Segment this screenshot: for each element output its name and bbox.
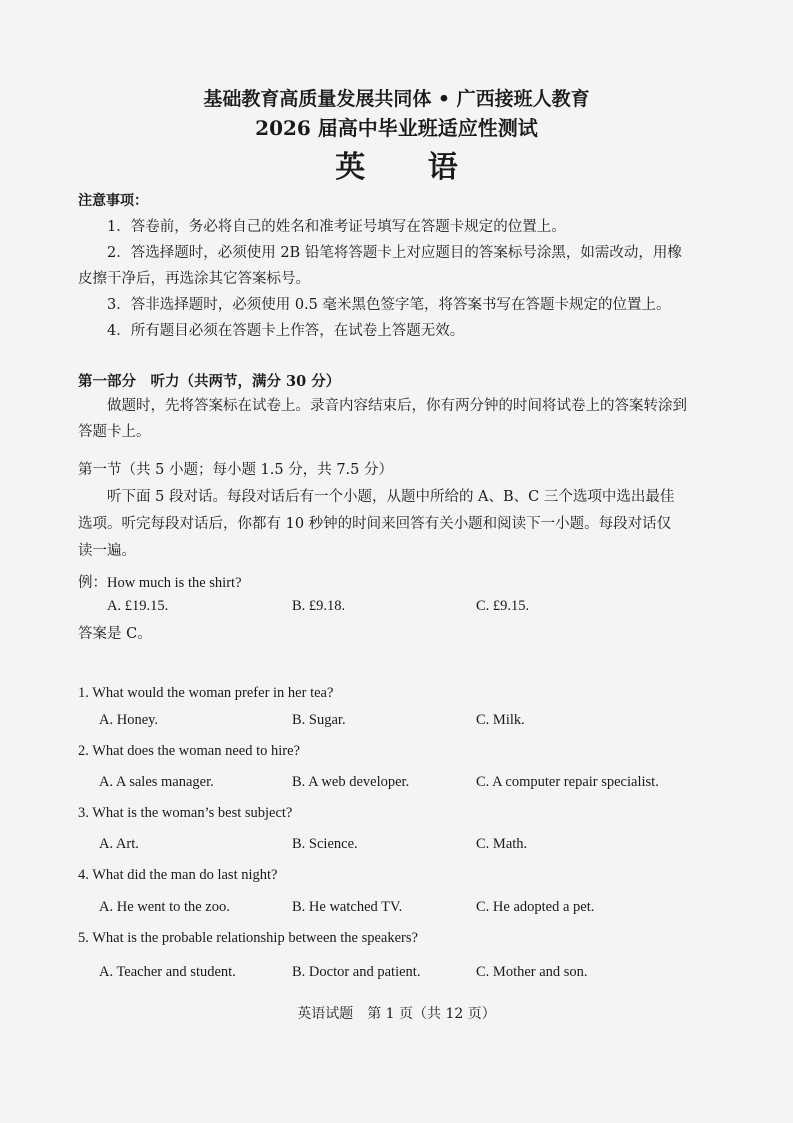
- question-3-option-b: B. Science.: [292, 836, 358, 852]
- question-5-option-a: A. Teacher and student.: [99, 964, 236, 980]
- section1-instruction-3: 读一遍。: [78, 543, 136, 559]
- question-4: 4. What did the man do last night?: [78, 867, 278, 883]
- exam-subject-title: 英 语: [335, 150, 484, 185]
- note-item-2: 2．答选择题时，必须使用 2B 铅笔将答题卡上对应题目的答案标号涂黑，如需改动，用橡: [107, 245, 682, 261]
- section1-heading: 第一节（共 5 小题；每小题 1.5 分，共 7.5 分）: [78, 462, 393, 478]
- question-1-option-c: C. Milk.: [476, 712, 525, 728]
- part1-heading: 第一部分 听力（共两节，满分 30 分）: [78, 373, 341, 390]
- question-2: 2. What does the woman need to hire?: [78, 743, 300, 759]
- question-5: 5. What is the probable relationship between the speakers?: [78, 930, 418, 946]
- exam-title-line2: 2026 届高中毕业班适应性测试: [255, 116, 538, 140]
- question-3-option-c: C. Math.: [476, 836, 528, 852]
- example-option-b: B. £9.18.: [292, 598, 346, 614]
- question-5-option-b: B. Doctor and patient.: [292, 964, 421, 980]
- question-4-option-a: A. He went to the zoo.: [99, 899, 230, 915]
- question-3-option-a: A. Art.: [99, 836, 139, 852]
- note-item-1: 1．答卷前，务必将自己的姓名和准考证号填写在答题卡规定的位置上。: [107, 219, 566, 235]
- example-answer: 答案是 C。: [78, 626, 152, 642]
- section1-instruction-1: 听下面 5 段对话。每段对话后有一个小题，从题中所给的 A、B、C 三个选项中选出最佳: [107, 489, 675, 505]
- note-item-4: 4．所有题目必须在答题卡上作答，在试卷上答题无效。: [107, 323, 465, 339]
- part1-instruction-1: 做题时，先将答案标在试卷上。录音内容结束后，你有两分钟的时间将试卷上的答案转涂到: [107, 398, 687, 414]
- notes-heading: 注意事项：: [78, 193, 148, 209]
- question-2-option-c: C. A computer repair specialist.: [476, 774, 659, 790]
- question-1-option-b: B. Sugar.: [292, 712, 346, 728]
- note-item-2-cont: 皮擦干净后，再选涂其它答案标号。: [78, 271, 310, 287]
- note-item-3: 3．答非选择题时，必须使用 0.5 毫米黑色签字笔，将答案书写在答题卡规定的位置上。: [107, 297, 671, 313]
- section1-instruction-2: 选项。听完每段对话后，你都有 10 秒钟的时间来回答有关小题和阅读下一小题。每段对话仅: [78, 516, 672, 532]
- question-2-option-b: B. A web developer.: [292, 774, 410, 790]
- example-question: 例：How much is the shirt?: [78, 575, 242, 591]
- question-4-option-b: B. He watched TV.: [292, 899, 403, 915]
- question-4-option-c: C. He adopted a pet.: [476, 899, 595, 915]
- exam-title-line1: 基础教育高质量发展共同体 • 广西接班人教育: [203, 88, 590, 110]
- question-1-option-a: A. Honey.: [99, 712, 159, 728]
- question-3: 3. What is the woman’s best subject?: [78, 805, 293, 821]
- part1-instruction-2: 答题卡上。: [78, 424, 151, 440]
- example-option-c: C. £9.15.: [476, 598, 530, 614]
- question-1: 1. What would the woman prefer in her tea?: [78, 685, 334, 701]
- question-5-option-c: C. Mother and son.: [476, 964, 588, 980]
- page-footer: 英语试题 第 1 页（共 12 页）: [297, 1006, 496, 1022]
- question-2-option-a: A. A sales manager.: [99, 774, 214, 790]
- example-option-a: A. £19.15.: [107, 598, 169, 614]
